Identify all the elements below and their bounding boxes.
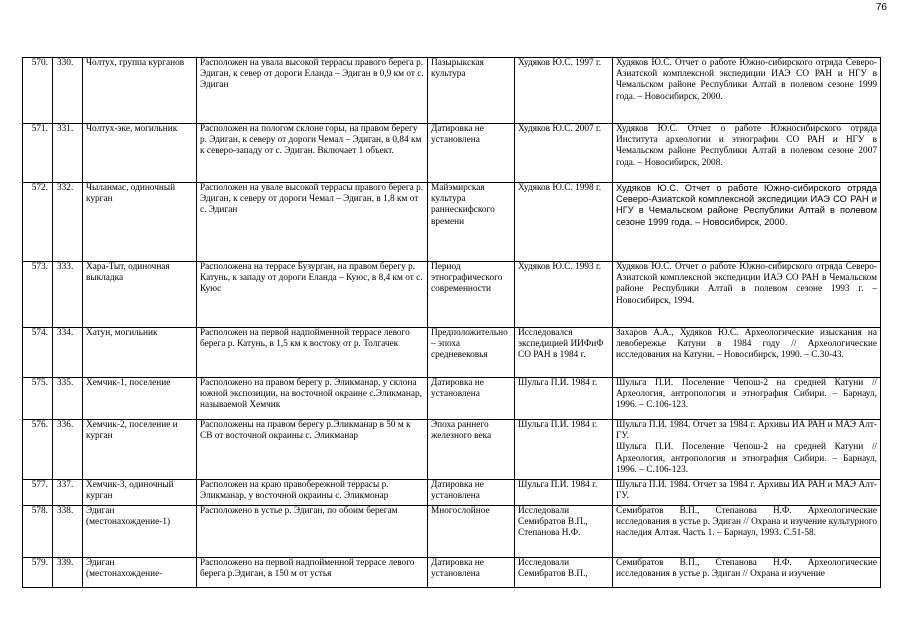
site-literature <box>613 480 881 506</box>
literature-entry: Семибратов В.П., Степанова Н.Ф. Археологические исследования в устье р. Эдиган // Охрана и изучение <box>616 558 877 580</box>
site-location: Расположено на правом берегу р. Эликманар, у склона южной экспозиции, на восточной окраине с.Эликманар, называемой Хемчик <box>197 378 428 420</box>
site-dating: Эпоха раннего железного века <box>428 420 515 480</box>
literature-entry: Худяков Ю.С. Отчет о работе Южно-сибирского отряда Северо-Азиатской комплексной экспедиции ИАЭ СО РАН и НГУ в Чемальском районе Республики Алтай в полевом сезоне 1999 года. – Новосибирск, 2000. <box>616 183 877 227</box>
site-dating: Датировка не установлена <box>428 124 515 183</box>
site-literature <box>613 420 881 480</box>
site-literature <box>613 58 881 124</box>
page-number: 76 <box>875 2 887 13</box>
literature-entry: Худяков Ю.С. Отчет о работе Южно-сибирского отряда Северо-Азиатской комплексной экспедиции ИАЭ СО РАН и НГУ в Чемальском районе Республики Алтай в полевом сезоне 1999 года. – Новосибирск, 2000. <box>616 58 877 102</box>
site-literature <box>613 262 881 328</box>
site-location: Расположен на увале высокой террасы правого берега р. Эдиган, к северу от дороги Чемал – Эдиган, в 1,8 км от с. Эдиган <box>197 183 428 262</box>
sub-number: 338. <box>53 506 83 558</box>
site-literature <box>613 506 881 558</box>
table-row <box>23 480 881 506</box>
sub-number: 334. <box>53 328 83 378</box>
site-researcher: Шульга П.И. 1984 г. <box>515 378 613 420</box>
table-row <box>23 506 881 558</box>
site-dating: Майэмирская культура раннескифского времени <box>428 183 515 262</box>
site-name: Эдиган (местонахождение-1) <box>83 506 197 558</box>
row-number: 574. <box>23 328 53 378</box>
site-researcher: Шульга П.И. 1984 г. <box>515 480 613 506</box>
site-location: Расположено в устье р. Эдиган, по обоим берегам <box>197 506 428 558</box>
site-dating: Датировка не установлена <box>428 378 515 420</box>
literature-entry: Шульга П.И. 1984. Отчет за 1984 г. Архивы ИА РАН и МАЭ Алт-ГУ. <box>616 420 877 442</box>
site-dating: Датировка не установлена <box>428 480 515 506</box>
site-name: Чолтух-эке, могильник <box>83 124 197 183</box>
table-row <box>23 378 881 420</box>
site-researcher: Худяков Ю.С. 1993 г. <box>515 262 613 328</box>
site-researcher: Исследовался экспедицией ИИФиФ СО РАН в 1984 г. <box>515 328 613 378</box>
row-number: 571. <box>23 124 53 183</box>
site-literature <box>613 378 881 420</box>
literature-entry: Захаров А.А., Худяков Ю.С. Археологические изыскания на левобережье Катуни в 1984 году // Археологические исследования на Катуни. – Новосибирск, 1990. – С.30-43. <box>616 328 877 361</box>
site-name: Хемчик-2, поселение и курган <box>83 420 197 480</box>
site-dating: Пазырыкская культура <box>428 58 515 124</box>
monuments-table <box>22 57 881 588</box>
site-dating: Многослойное <box>428 506 515 558</box>
site-name: Хара-Тыт, одиночная выкладка <box>83 262 197 328</box>
sub-number: 331. <box>53 124 83 183</box>
sub-number: 335. <box>53 378 83 420</box>
site-literature <box>613 328 881 378</box>
row-number: 573. <box>23 262 53 328</box>
site-researcher: Худяков Ю.С. 1997 г. <box>515 58 613 124</box>
site-name: Эдиган (местонахождение- <box>83 558 197 588</box>
table-row <box>23 124 881 183</box>
site-name: Хемчик-3, одиночный курган <box>83 480 197 506</box>
site-researcher: Исследовали Семибратов В.П., <box>515 558 613 588</box>
table-row <box>23 558 881 588</box>
row-number: 576. <box>23 420 53 480</box>
literature-entry: Худяков Ю.С. Отчет о работе Южно-сибирского отряда Северо-Азиатской комплексной экспедиции ИАЭ СО РАН в Чемальском районе Республики Алтай в полевом сезоне 1993 г. – Новосибирск, 1994. <box>616 262 877 306</box>
table-row <box>23 420 881 480</box>
site-researcher: Худяков Ю.С. 2007 г. <box>515 124 613 183</box>
table-row <box>23 262 881 328</box>
site-researcher: Исследовали Семибратов В.П., Степанова Н.Ф. <box>515 506 613 558</box>
site-researcher: Шульга П.И. 1984 г. <box>515 420 613 480</box>
sub-number: 337. <box>53 480 83 506</box>
sub-number: 333. <box>53 262 83 328</box>
table-body <box>23 58 881 588</box>
site-location: Расположены на правом берегу р.Эликманар в 50 м к СВ от восточной окраины с. Эликманар <box>197 420 428 480</box>
literature-entry: Семибратов В.П., Степанова Н.Ф. Археологические исследования в устье р. Эдиган // Охрана и изучение культурного наследия Алтая. Часть 1. – Барнаул, 1993. С.51-58. <box>616 506 877 539</box>
sub-number: 332. <box>53 183 83 262</box>
literature-entry: Шульга П.И. Поселение Чепош-2 на средней Катуни // Археология, антропология и этнография Сибири. – Барнаул, 1996. – С.106-123. <box>616 442 877 475</box>
literature-entry: Шульга П.И. Поселение Чепош-2 на средней Катуни // Археология, антропология и этнография Сибири. – Барнаул, 1996. – С.106-123. <box>616 378 877 411</box>
site-location: Расположена на террасе Бузурган, на правом берегу р. Катунь, к западу от дороги Еланда – Куюс, в 8,4 км от с. Куюс <box>197 262 428 328</box>
site-literature <box>613 183 881 262</box>
sub-number: 330. <box>53 58 83 124</box>
row-number: 577. <box>23 480 53 506</box>
sub-number: 336. <box>53 420 83 480</box>
site-dating: Предположительно – эпоха средневековья <box>428 328 515 378</box>
table-row <box>23 183 881 262</box>
site-literature <box>613 558 881 588</box>
row-number: 575. <box>23 378 53 420</box>
row-number: 579. <box>23 558 53 588</box>
site-location: Расположен на увала высокой террасы правого берега р. Эдиган, к север от дороги Еланда – Эдиган в 0,9 км от с. Эдиган <box>197 58 428 124</box>
sub-number: 339. <box>53 558 83 588</box>
site-researcher: Худяков Ю.С. 1998 г. <box>515 183 613 262</box>
row-number: 572. <box>23 183 53 262</box>
row-number: 570. <box>23 58 53 124</box>
literature-entry: Худяков Ю.С. Отчет о работе Южносибирского отряда Института археологии и этнографии СО РАН и НГУ в Чемальском районе Республики Алтай в полевом сезоне 2007 года. – Новосибирск, 2008. <box>616 124 877 168</box>
site-location: Расположен на краю правобережной террасы р. Эликманар, у восточной окраины с. Эликмонар <box>197 480 428 506</box>
table-row <box>23 328 881 378</box>
site-location: Расположено на первой надпойменной террасе левого берега р.Эдиган, в 150 м от устья <box>197 558 428 588</box>
site-name: Чолтух, группа курганов <box>83 58 197 124</box>
site-dating: Период этнографического современности <box>428 262 515 328</box>
site-name: Хатун, могильник <box>83 328 197 378</box>
literature-entry: Шульга П.И. 1984. Отчет за 1984 г. Архивы ИА РАН и МАЭ Алт-ГУ. <box>616 480 877 502</box>
site-location: Расположен на пологом склоне горы, на правом берегу р. Эдиган, к северу от дороги Чемал – Эдиган, в 0,84 км к северо-западу от с. Эдиган. Включает 1 объект. <box>197 124 428 183</box>
table-row <box>23 58 881 124</box>
site-name: Чыланмас, одиночный курган <box>83 183 197 262</box>
site-dating: Датировка не установлена <box>428 558 515 588</box>
site-location: Расположен на первой надпойменной террасе левого берега р. Катунь, в 1,5 км к востоку от р. Толгачек <box>197 328 428 378</box>
site-literature <box>613 124 881 183</box>
site-name: Хемчик-1, поселение <box>83 378 197 420</box>
row-number: 578. <box>23 506 53 558</box>
